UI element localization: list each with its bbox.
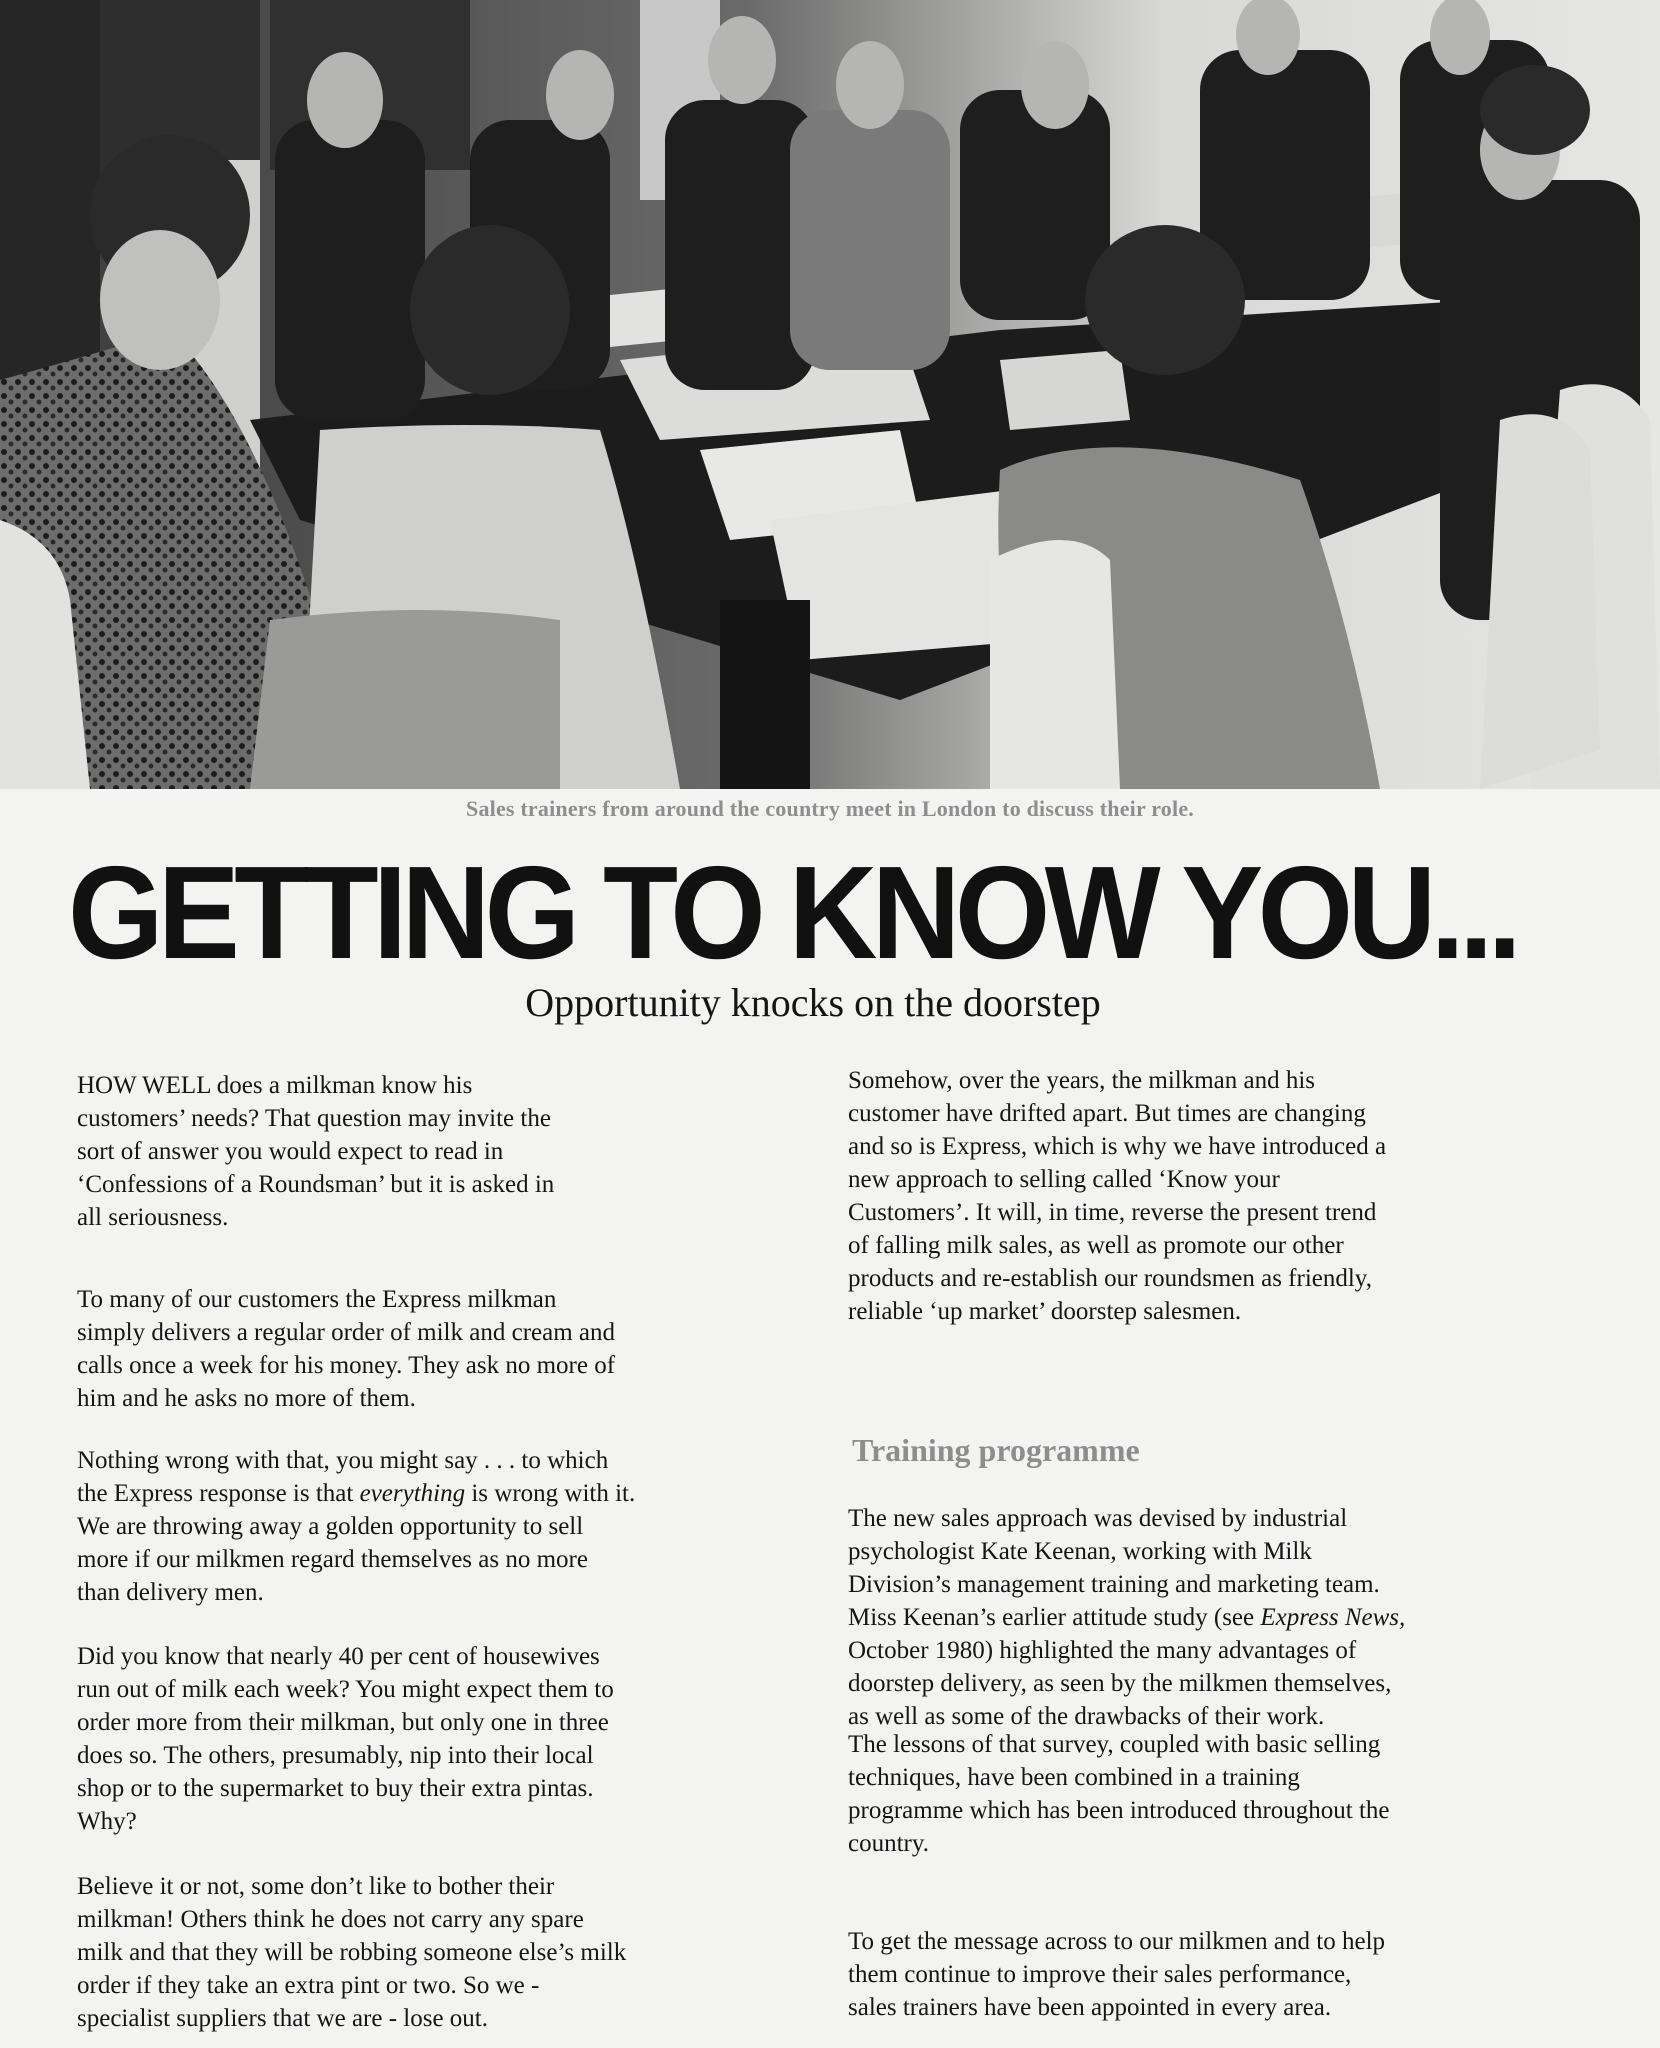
text-line: psychologist Kate Keenan, working with Milk — [848, 1538, 1312, 1565]
paragraph-sales-trainers — [848, 1925, 1385, 2024]
paragraph-believe-it — [77, 1870, 626, 2035]
text-line: does so. The others, presumably, nip into their local — [77, 1742, 594, 1769]
article-subtitle: Opportunity knocks on the doorstep — [525, 980, 1101, 1025]
text-line: Customers’. It will, in time, reverse the present trend — [848, 1199, 1377, 1226]
text-line: run out of milk each week? You might expect them to — [77, 1676, 614, 1703]
text-line: sort of answer you would expect to read in — [77, 1138, 504, 1165]
text-line: him and he asks no more of them. — [77, 1385, 416, 1412]
text-line: all seriousness. — [77, 1204, 229, 1231]
text-line: Nothing wrong with that, you might say . . . to which — [77, 1447, 609, 1474]
text-span: the Express response is that — [77, 1480, 360, 1507]
text-line: The new sales approach was devised by industrial — [848, 1505, 1348, 1532]
paragraph-lessons — [848, 1728, 1390, 1860]
text-span: Miss Keenan’s earlier attitude study (see — [848, 1604, 1261, 1631]
section-heading-training: Training programme — [852, 1432, 1140, 1468]
text-line: reliable ‘up market’ doorstep salesmen. — [848, 1298, 1242, 1325]
text-line — [848, 1601, 1405, 1634]
paragraph-drifted-apart — [848, 1064, 1386, 1328]
photo-caption: Sales trainers from around the country meet in London to discuss their role. — [466, 796, 1194, 821]
text-line: HOW WELL does a milkman know his — [77, 1072, 473, 1099]
paragraph-sales-approach — [848, 1502, 1405, 1733]
text-line: milkman! Others think he does not carry any spare — [77, 1906, 584, 1933]
text-line: country. — [848, 1830, 929, 1857]
text-line: simply delivers a regular order of milk and cream and — [77, 1319, 616, 1346]
text-line: and so is Express, which is why we have introduced a — [848, 1133, 1387, 1160]
text-line: as well as some of the drawbacks of their work. — [848, 1703, 1325, 1730]
text-line: more if our milkmen regard themselves as no more — [77, 1546, 588, 1573]
text-line: Believe it or not, some don’t like to bother their — [77, 1873, 555, 1900]
text-line: To many of our customers the Express milkman — [77, 1286, 557, 1313]
text-line: them continue to improve their sales performance, — [848, 1961, 1352, 1988]
text-line: Why? — [77, 1808, 137, 1835]
text-line: Division’s management training and marketing team. — [848, 1571, 1380, 1598]
text-line: To get the message across to our milkmen and to help — [848, 1928, 1386, 1955]
paragraph-statistics — [77, 1640, 614, 1838]
text-line: than delivery men. — [77, 1579, 264, 1606]
paragraph-nothing-wrong — [77, 1444, 635, 1609]
text-span: is wrong with it. — [465, 1480, 636, 1507]
text-line: Somehow, over the years, the milkman and his — [848, 1067, 1316, 1094]
article-headline: GETTING TO KNOW YOU... — [68, 839, 1517, 986]
text-line: Did you know that nearly 40 per cent of housewives — [77, 1643, 600, 1670]
text-line: We are throwing away a golden opportunity to sell — [77, 1513, 584, 1540]
text-line: The lessons of that survey, coupled with basic selling — [848, 1731, 1381, 1758]
paragraph-customers — [77, 1283, 615, 1415]
text-line: products and re-establish our roundsmen as friendly, — [848, 1265, 1372, 1292]
text-line: sales trainers have been appointed in every area. — [848, 1994, 1332, 2021]
emphasis-text: everything — [359, 1480, 466, 1507]
emphasis-text: Express News, — [1260, 1604, 1406, 1631]
text-line — [77, 1477, 635, 1510]
text-line: October 1980) highlighted the many advantages of — [848, 1637, 1357, 1664]
text-line: customers’ needs? That question may invite the — [77, 1105, 551, 1132]
text-line: customer have drifted apart. But times are changing — [848, 1100, 1366, 1127]
text-line: programme which has been introduced throughout the — [848, 1797, 1390, 1824]
text-line: ‘Confessions of a Roundsman’ but it is asked in — [77, 1171, 555, 1198]
text-line: milk and that they will be robbing someone else’s milk — [77, 1939, 627, 1966]
paragraph-intro — [77, 1069, 554, 1234]
text-line: doorstep delivery, as seen by the milkmen themselves, — [848, 1670, 1392, 1697]
text-line: techniques, have been combined in a training — [848, 1764, 1300, 1791]
text-line: order if they take an extra pint or two. So we - — [77, 1972, 540, 1999]
text-line: calls once a week for his money. They ask no more of — [77, 1352, 616, 1379]
text-line: of falling milk sales, as well as promote our other — [848, 1232, 1344, 1259]
text-line: specialist suppliers that we are - lose out. — [77, 2005, 488, 2032]
text-line: order more from their milkman, but only one in three — [77, 1709, 609, 1736]
photo-illustration — [0, 0, 1660, 789]
meeting-photo — [0, 0, 1660, 789]
text-line: new approach to selling called ‘Know your — [848, 1166, 1280, 1193]
text-line: shop or to the supermarket to buy their extra pintas. — [77, 1775, 594, 1802]
